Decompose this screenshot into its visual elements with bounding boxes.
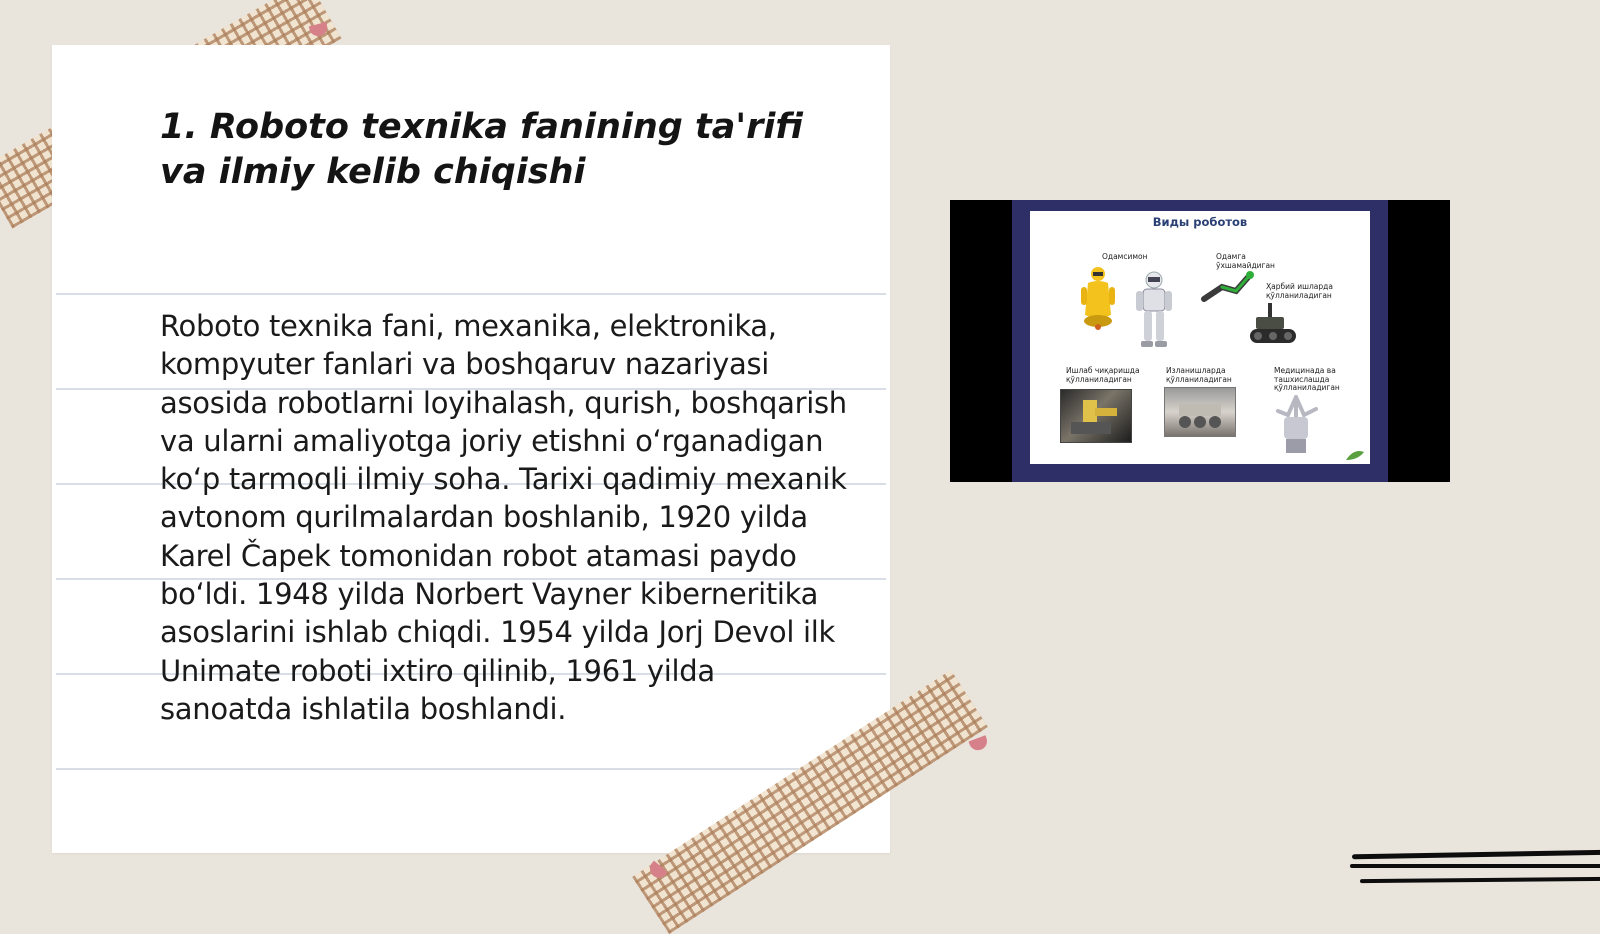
caption-research: Изланишларда қўлланиладиган	[1166, 366, 1232, 384]
robot-types-image	[950, 200, 1450, 482]
leaf-decoration-icon	[1344, 448, 1366, 462]
industrial-robot-photo	[1060, 389, 1132, 443]
paper-note	[52, 45, 890, 853]
caption-humanoid: Одамсимон	[1102, 252, 1148, 261]
brush-stroke-decoration	[1350, 864, 1600, 868]
caption-military: Ҳарбий ишларда қўлланиладиган	[1266, 282, 1333, 300]
research-rover-photo	[1164, 387, 1236, 437]
caption-industrial: Ишлаб чиқаришда қўлланиладиган	[1066, 366, 1140, 384]
pin-decoration	[968, 735, 989, 752]
military-robot-icon	[1248, 301, 1300, 349]
paper-rule-line	[56, 293, 886, 295]
caption-medical: Медицинада ва ташхислашда қўлланиладиган	[1274, 366, 1340, 392]
image-slide-card	[1030, 211, 1370, 464]
yellow-robot-icon	[1078, 265, 1118, 331]
medical-robot-icon	[1268, 393, 1324, 455]
paper-rule-line	[56, 768, 886, 770]
slide-body-text: Roboto texnika fani, mexanika, elektronika, kompyuter fanlari va boshqaruv nazariyasi asosida robotlarni loyihalash, qurish, boshqarish va ularni amaliyotga joriy etishni oʻrganadigan koʻp tarmoqli ilmiy soha. Tarixi qadimiy mexanik avtonom qurilmalardan boshlanib, 1920 yilda Karel Čapek tomonidan robot atamasi paydo boʻldi. 1948 yilda Norbert Vayner kiberneritika asoslarini ishlab chiqdi. 1954 yilda Jorj Devol ilk Unimate roboti ixtiro qilinib, 1961 yilda sanoatda ishlatila boshlandi.	[160, 309, 847, 726]
image-slide-title: Виды роботов	[1152, 215, 1248, 229]
brush-stroke-decoration	[1360, 877, 1600, 883]
image-slide-border	[1012, 200, 1388, 482]
brush-stroke-decoration	[1352, 850, 1600, 860]
slide-title: 1. Roboto texnika fanining ta'rifi va ilmiy kelib chiqishi	[160, 107, 803, 192]
white-humanoid-robot-icon	[1132, 271, 1176, 349]
snake-robot-icon	[1200, 269, 1254, 305]
caption-non-humanoid: Одамга ўхшамайдиган	[1216, 252, 1275, 270]
